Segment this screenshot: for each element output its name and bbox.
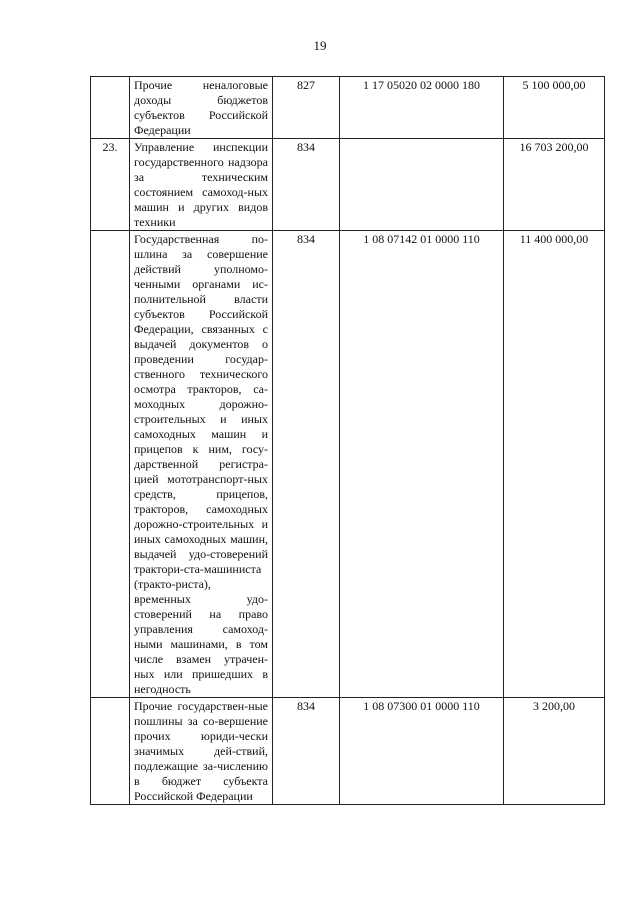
row-number xyxy=(91,231,130,698)
budget-classification-code: 1 08 07142 01 0000 110 xyxy=(340,231,504,698)
amount: 5 100 000,00 xyxy=(504,77,605,139)
budget-revenue-table xyxy=(90,76,605,805)
amount: 3 200,00 xyxy=(504,698,605,805)
amount: 16 703 200,00 xyxy=(504,139,605,231)
revenue-name: Прочие государствен-ные пошлины за со-вершение прочих юриди-чески значимых дей-ствий, подлежащие за-числению в бюджет субъекта Российской Федерации xyxy=(130,698,273,805)
table-row xyxy=(91,231,605,698)
table-row xyxy=(91,139,605,231)
budget-classification-code xyxy=(340,139,504,231)
table-row xyxy=(91,698,605,805)
revenue-name: Прочие неналоговые доходы бюджетов субъектов Российской Федерации xyxy=(130,77,273,139)
budget-classification-code: 1 08 07300 01 0000 110 xyxy=(340,698,504,805)
admin-code: 834 xyxy=(273,231,340,698)
revenue-name: Государственная по-шлина за совершение действий уполномо-ченными органами ис-полнительной власти субъектов Российской Федерации, связанных с выдачей документов о проведении государ-ственного технического осмотра тракторов, са-моходных дорожно-строительных и иных самоходных машин и прицепов к ним, госу-дарственной регистра-цией мототранспорт-ных средств, прицепов, тракторов, самоходных дорожно-строительных и иных самоходных машин, выдачей удо-стоверений трактори-ста-машиниста (тракто-риста), временных удо-стоверений на право управления самоход-ными машинами, в том числе взамен утрачен-ных или пришедших в негодность xyxy=(130,231,273,698)
row-number xyxy=(91,77,130,139)
row-number xyxy=(91,698,130,805)
admin-code: 834 xyxy=(273,698,340,805)
row-number: 23. xyxy=(91,139,130,231)
budget-classification-code: 1 17 05020 02 0000 180 xyxy=(340,77,504,139)
revenue-name: Управление инспекции государственного надзора за техническим состоянием самоход-ных машин и других видов техники xyxy=(130,139,273,231)
admin-code: 834 xyxy=(273,139,340,231)
admin-code: 827 xyxy=(273,77,340,139)
page-number: 19 xyxy=(313,38,327,53)
amount: 11 400 000,00 xyxy=(504,231,605,698)
table-row xyxy=(91,77,605,139)
